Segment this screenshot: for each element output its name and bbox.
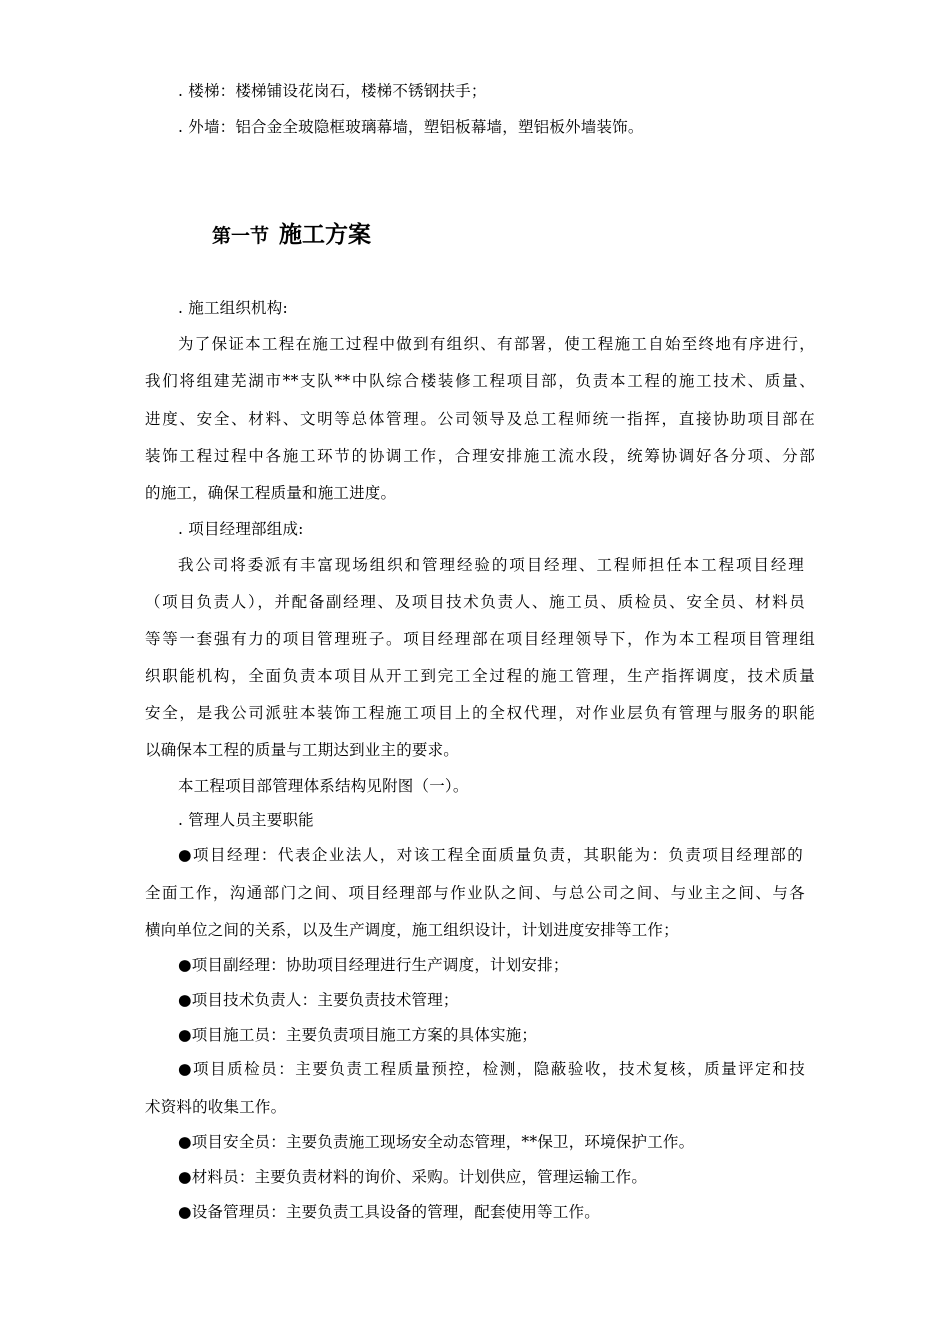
org-paragraph-line: 的施工，确保工程质量和施工进度。 <box>145 484 397 502</box>
pm-paragraph-line: 等等一套强有力的项目管理班子。项目经理部在项目经理领导下，作为本工程项目管理组 <box>145 630 815 648</box>
duty-safety-officer: ●项目安全员：主要负责施工现场安全动态管理，**保卫，环境保护工作。 <box>178 1133 695 1151</box>
pm-paragraph-line: 织职能机构，全面负责本项目从开工到完工全过程的施工管理，生产指挥调度，技术质量 <box>145 667 815 685</box>
pm-paragraph-line: 以确保本工程的质量与工期达到业主的要求。 <box>145 741 460 759</box>
duty-pm-line: 全面工作，沟通部门之间、项目经理部与作业队之间、与总公司之间、与业主之间、与各 <box>145 884 805 902</box>
org-paragraph-line: 进度、安全、材料、文明等总体管理。公司领导及总工程师统一指挥，直接协助项目部在 <box>145 410 815 428</box>
section-title: 施工方案 <box>279 222 372 248</box>
duty-quality-line: 术资料的收集工作。 <box>145 1098 287 1116</box>
org-paragraph-line: 装饰工程过程中各施工环节的协调工作，合理安排施工流水段，统筹协调好各分项、分部 <box>145 447 815 465</box>
section-number: 第一节 <box>212 225 270 247</box>
exterior-wall-line: . 外墙：铝合金全玻隐框玻璃幕墙，塑铝板幕墙，塑铝板外墙装饰。 <box>178 118 644 136</box>
stairs-line: . 楼梯：楼梯铺设花岗石，楼梯不锈钢扶手； <box>178 82 487 100</box>
pm-paragraph-line: （项目负责人），并配备副经理、及项目技术负责人、施工员、质检员、安全员、材料员 <box>145 593 805 611</box>
org-heading: . 施工组织机构: <box>178 299 288 317</box>
duty-pm-line: ●项目经理：代表企业法人，对该工程全面质量负责，其职能为：负责项目经理部的 <box>178 846 803 864</box>
pm-paragraph-line: 我公司将委派有丰富现场组织和管理经验的项目经理、工程师担任本工程项目经理 <box>178 556 804 574</box>
pm-paragraph-line: 安全，是我公司派驻本装饰工程施工项目上的全权代理，对作业层负有管理与服务的职能 <box>145 704 815 722</box>
duty-quality-line: ●项目质检员：主要负责工程质量预控，检测，隐蔽验收，技术复核，质量评定和技 <box>178 1060 805 1078</box>
duty-equipment-manager: ●设备管理员：主要负责工具设备的管理，配套使用等工作。 <box>178 1203 600 1221</box>
pm-heading: . 项目经理部组成: <box>178 520 304 538</box>
org-paragraph-line: 我们将组建芜湖市**支队**中队综合楼装修工程项目部，负责本工程的施工技术、质量、 <box>145 372 815 390</box>
duty-pm-line: 横向单位之间的关系，以及生产调度，施工组织设计，计划进度安排等工作； <box>145 921 679 939</box>
duty-construction-officer: ●项目施工员：主要负责项目施工方案的具体实施； <box>178 1026 538 1044</box>
duty-material-officer: ●材料员：主要负责材料的询价、采购。计划供应，管理运输工作。 <box>178 1168 648 1186</box>
structure-note: 本工程项目部管理体系结构见附图（一）。 <box>178 777 469 795</box>
duty-deputy-pm: ●项目副经理：协助项目经理进行生产调度，计划安排； <box>178 956 569 974</box>
org-paragraph-line: 为了保证本工程在施工过程中做到有组织、有部署，使工程施工自始至终地有序进行， <box>178 335 815 353</box>
section-heading <box>212 216 371 249</box>
duties-heading: . 管理人员主要职能 <box>178 811 314 829</box>
duty-tech-lead: ●项目技术负责人：主要负责技术管理； <box>178 991 459 1009</box>
